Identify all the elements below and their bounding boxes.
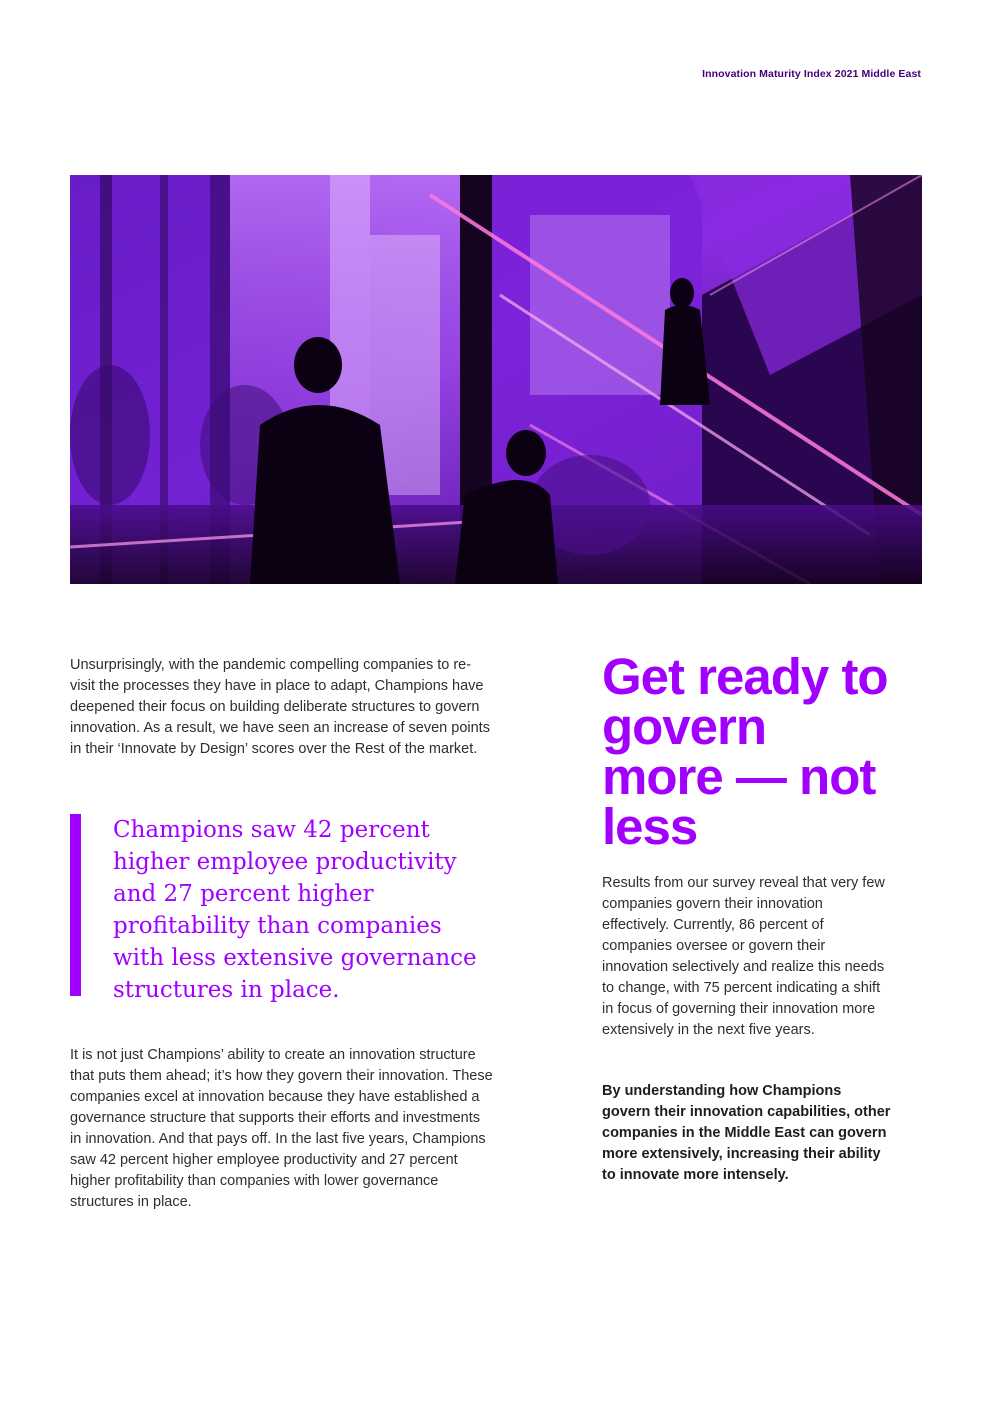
- pull-quote-text: Champions saw 42 percent higher employee productivity and 27 percent higher profitability than companies with less extensive governance structures in place.: [113, 817, 477, 1003]
- pull-quote: [70, 814, 490, 1004]
- escalator-photo-icon: [70, 175, 922, 584]
- right-heading-block: [602, 648, 892, 855]
- hero-image: [70, 175, 922, 584]
- intro-section: [70, 655, 495, 760]
- intro-paragraph: Unsurprisingly, with the pandemic compelling companies to re-visit the processes they have in place to adapt, Champions have deepened their focus on building deliberate structures to govern innovation. As a result, we have seen an increase of seven points in their ‘Innovate by Design’ scores over the Rest of the market.: [70, 657, 490, 757]
- right-body-paragraph: Results from our survey reveal that very few companies govern their innovation effectively. Currently, 86 percent of companies oversee or govern their innovation selectively and realize this needs to change, with 75 percent indicating a shift in focus of governing their innovation more extensively in the next five years.: [602, 875, 885, 1038]
- second-paragraph: It is not just Champions’ ability to create an innovation structure that puts them ahead; it’s how they govern their innovation. These companies excel at innovation because they have established a governance structure that supports their efforts and investments in innovation. And that pays off. In the last five years, Champions saw 42 percent higher employee productivity and 27 percent higher profitability than companies with lower governance structures in place.: [70, 1047, 493, 1210]
- running-header: Innovation Maturity Index 2021 Middle East: [702, 68, 921, 80]
- right-bold-paragraph: By understanding how Champions govern their innovation capabilities, other companies in the Middle East can govern more extensively, increasing their ability to innovate more intensely.: [602, 1083, 891, 1183]
- right-body-block: [602, 873, 887, 1041]
- second-section: [70, 1045, 495, 1213]
- section-heading: Get ready to govern more — not less: [602, 648, 888, 855]
- pull-quote-bar: [70, 814, 81, 996]
